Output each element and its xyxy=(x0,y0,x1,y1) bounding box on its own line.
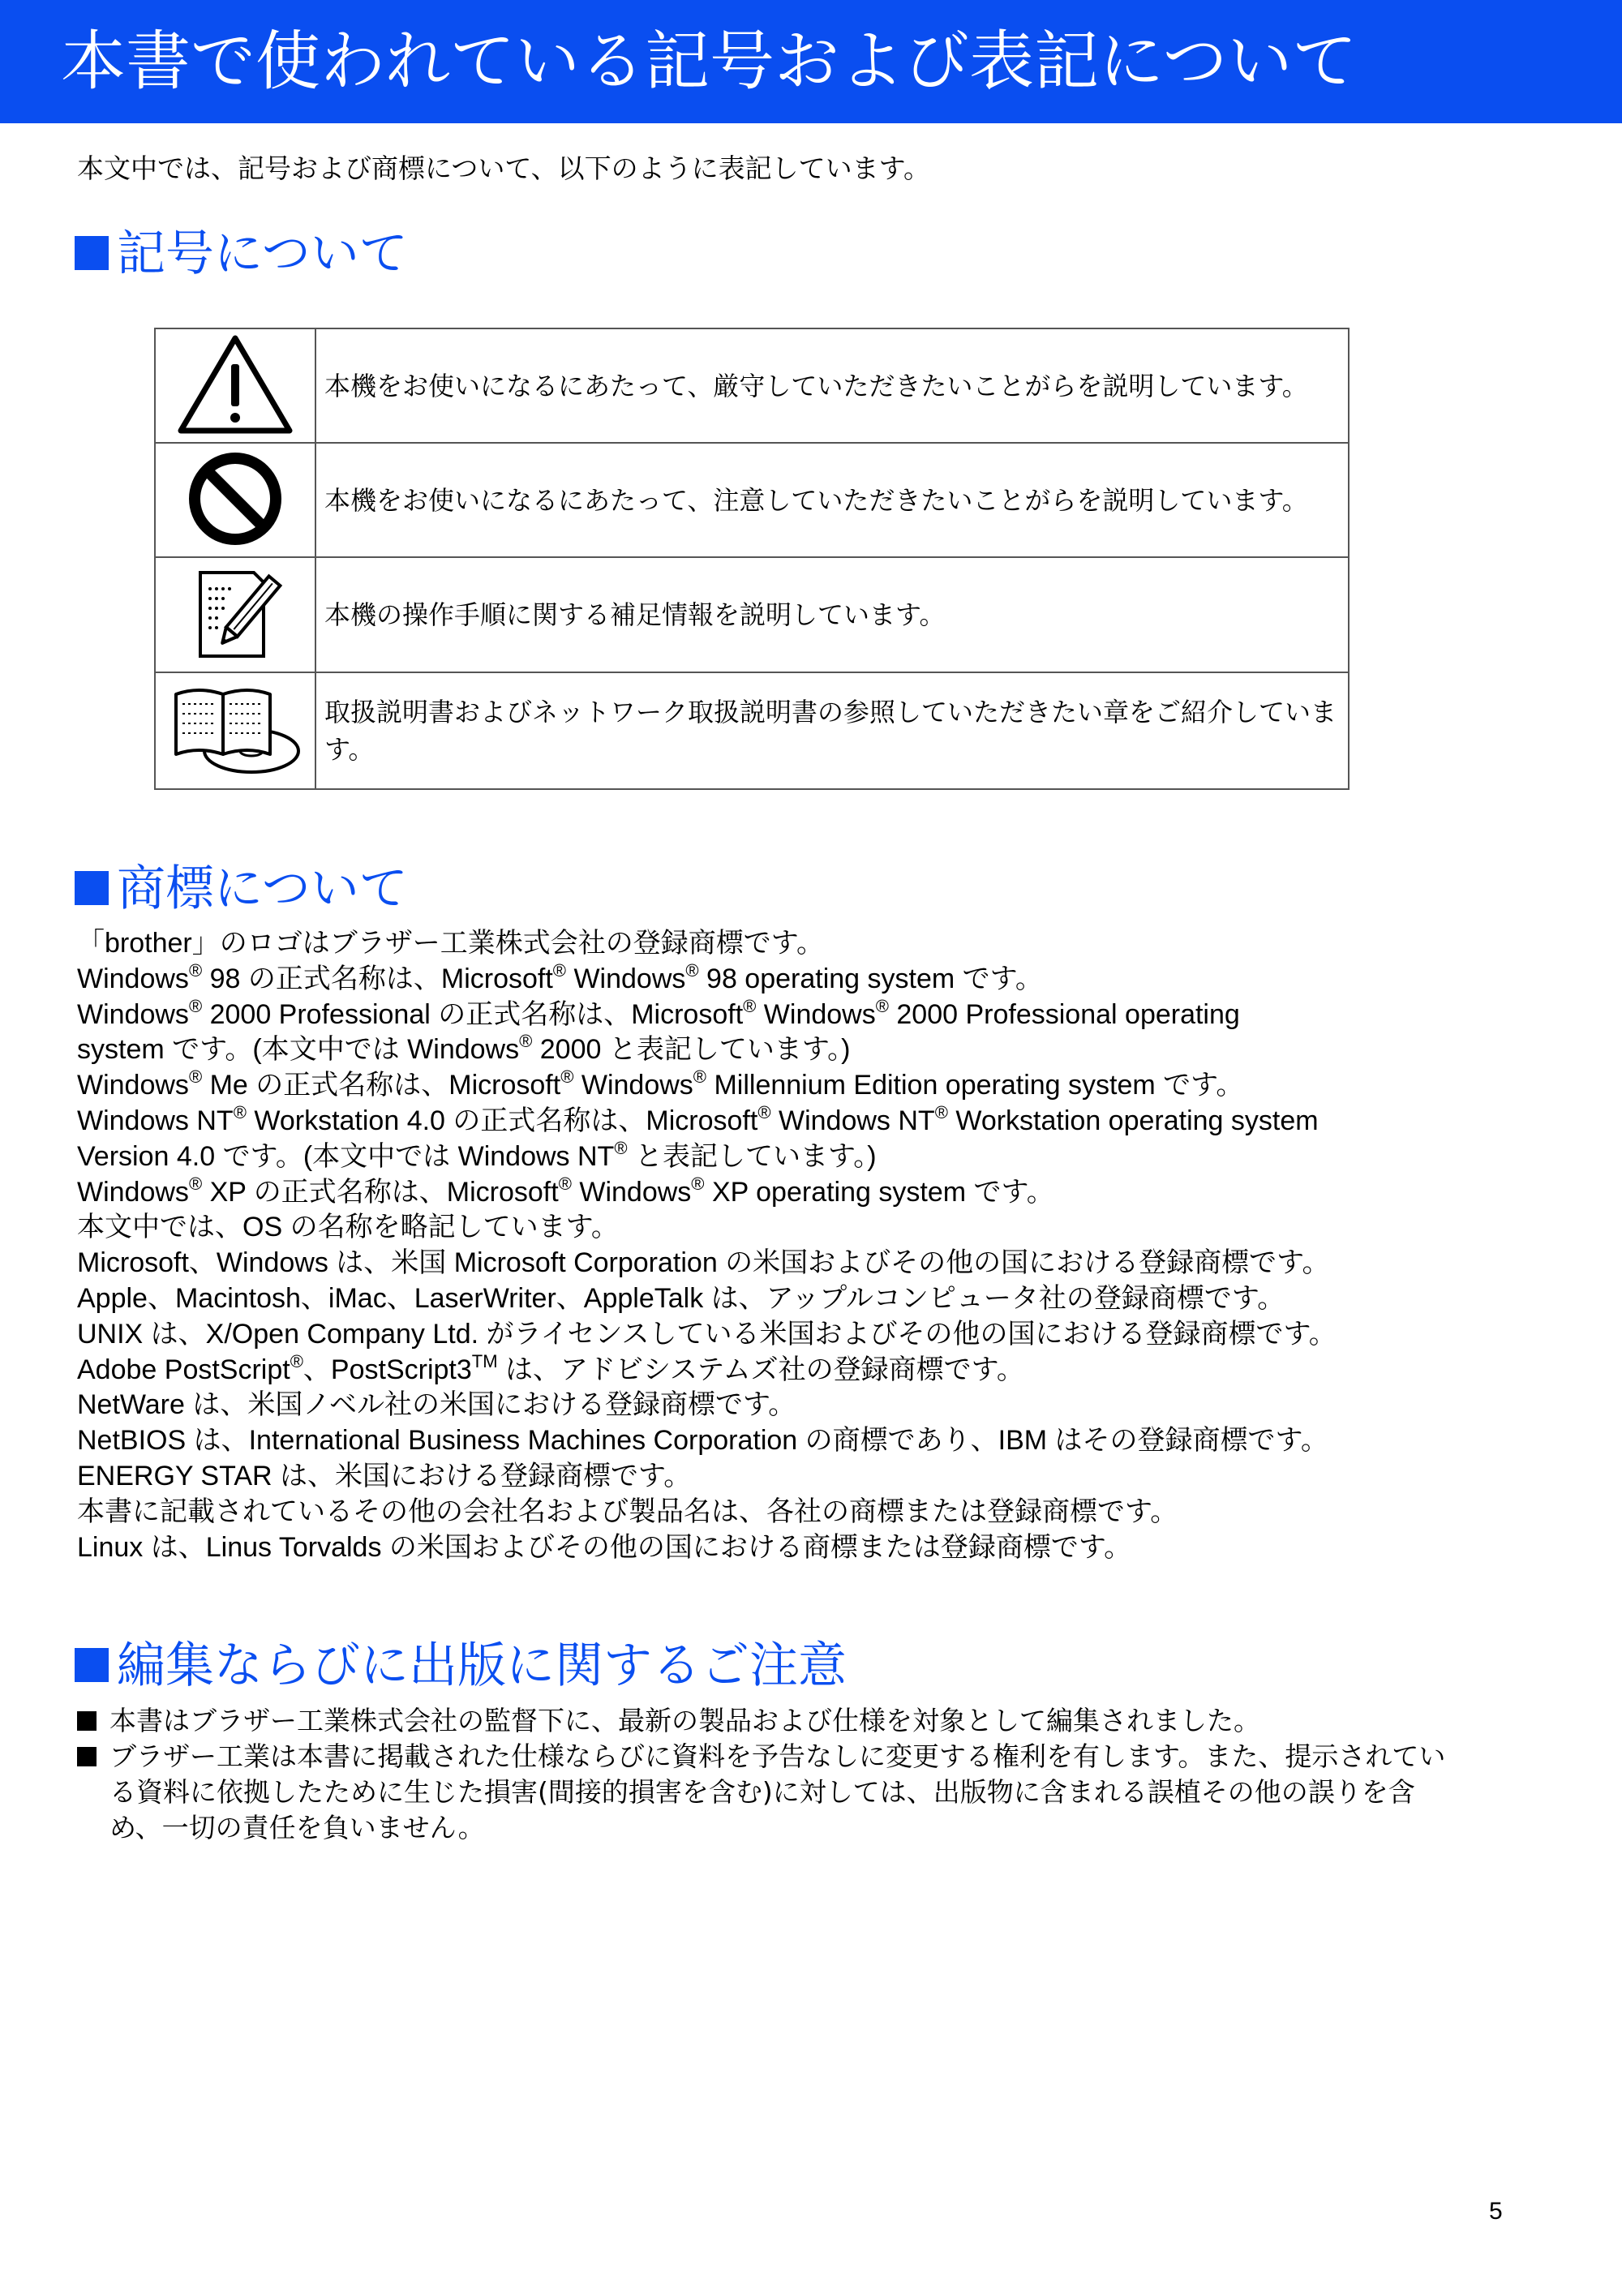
registered-mark: ® xyxy=(691,1173,705,1194)
registered-mark: ® xyxy=(560,1066,574,1088)
warning-triangle-icon xyxy=(174,332,296,437)
trademarks-heading-text: 商標について xyxy=(117,860,408,917)
square-bullet-icon xyxy=(75,1648,109,1682)
trademark-line: UNIX は、X/Open Company Ltd. がライセンスしている米国およびその他の国における登録商標です。 xyxy=(77,1318,1337,1350)
trademark-line: Adobe PostScript®、PostScript3™ は、アドビシステムズ社の登録商標です。 xyxy=(77,1350,1024,1385)
square-bullet-icon xyxy=(77,1711,97,1731)
trademark-line: Windows NT® Workstation 4.0 の正式名称は、Microsoft® Windows NT® Workstation operating system xyxy=(77,1101,1319,1136)
square-bullet-icon xyxy=(75,236,109,270)
trademark-line: Linux は、Linus Torvalds の米国およびその他の国における商標または登録商標です。 xyxy=(77,1531,1132,1563)
symbol-description: 本機の操作手順に関する補足情報を説明しています。 xyxy=(315,557,1349,672)
registered-mark: ® xyxy=(188,1066,203,1088)
trademark-line: system です。(本文中では Windows® 2000 と表記しています。) xyxy=(77,1031,851,1066)
manual-cd-icon xyxy=(166,676,304,782)
square-bullet-icon xyxy=(77,1747,97,1766)
symbol-row xyxy=(155,443,1349,557)
registered-mark: ® xyxy=(188,1173,203,1194)
note-pencil-icon xyxy=(182,560,288,666)
symbol-description: 取扱説明書およびネットワーク取扱説明書の参照していただきたい章をご紹介しています。 xyxy=(315,672,1349,789)
trademark-line: Windows® XP の正式名称は、Microsoft® Windows® XP operating system です。 xyxy=(77,1173,1054,1208)
trademark-line: Version 4.0 です。(本文中では Windows NT® と表記しています。) xyxy=(77,1137,877,1172)
registered-mark: ® xyxy=(552,959,566,981)
registered-mark: ® xyxy=(614,1137,628,1158)
registered-mark: ® xyxy=(875,995,889,1016)
square-bullet-icon xyxy=(75,871,109,905)
trademark-line: Windows® Me の正式名称は、Microsoft® Windows® Millennium Edition operating system です。 xyxy=(77,1066,1244,1101)
trademark-mark: TM xyxy=(471,1350,498,1371)
registered-mark: ® xyxy=(558,1173,572,1194)
symbol-row xyxy=(155,672,1349,789)
trademark-line: Windows® 98 の正式名称は、Microsoft® Windows® 98 operating system です。 xyxy=(77,959,1043,994)
trademark-line: ENERGY STAR は、米国における登録商標です。 xyxy=(77,1460,692,1491)
registered-mark: ® xyxy=(188,959,203,981)
registered-mark: ® xyxy=(519,1031,533,1052)
trademark-line: 本書に記載されているその他の会社名および製品名は、各社の商標または登録商標です。 xyxy=(77,1496,1178,1527)
notice-item: 本書はブラザー工業株式会社の監督下に、最新の製品および仕様を対象として編集されました。 xyxy=(77,1703,1456,1739)
symbol-row xyxy=(155,328,1349,443)
prohibition-icon xyxy=(182,446,288,551)
registered-mark: ® xyxy=(757,1101,771,1122)
trademark-line: 「brother」のロゴはブラザー工業株式会社の登録商標です。 xyxy=(77,928,825,959)
page-number: 5 xyxy=(1489,2198,1503,2225)
title-banner xyxy=(0,0,1622,123)
notice-list xyxy=(77,1703,1456,1846)
trademark-list xyxy=(77,926,1537,1565)
page-title: 本書で使われている記号および表記について xyxy=(61,24,1358,99)
registered-mark: ® xyxy=(290,1350,303,1371)
notice-item: ブラザー工業は本書に掲載された仕様ならびに資料を予告なしに変更する権利を有します。また、提示されている資料に依拠したために生じた損害(間接的損害を含む)に対しては、出版物に含まれる誤植その他の誤りを含め、一切の責任を負いません。 xyxy=(77,1739,1456,1846)
symbol-row xyxy=(155,557,1349,672)
trademarks-heading xyxy=(75,858,408,920)
symbol-description: 本機をお使いになるにあたって、注意していただきたいことがらを説明しています。 xyxy=(315,443,1349,557)
notice-heading-text: 編集ならびに出版に関するご注意 xyxy=(117,1637,847,1694)
symbol-icon-cell xyxy=(155,672,315,789)
trademark-line: Windows® 2000 Professional の正式名称は、Microsoft® Windows® 2000 Professional operating xyxy=(77,995,1240,1030)
trademark-line: NetWare は、米国ノベル社の米国における登録商標です。 xyxy=(77,1389,796,1421)
registered-mark: ® xyxy=(693,1066,707,1088)
symbol-icon-cell xyxy=(155,328,315,443)
symbols-table xyxy=(154,328,1350,790)
intro-text: 本文中では、記号および商標について、以下のように表記しています。 xyxy=(77,152,931,184)
symbol-icon-cell xyxy=(155,443,315,557)
registered-mark: ® xyxy=(188,995,203,1016)
registered-mark: ® xyxy=(233,1101,247,1122)
registered-mark: ® xyxy=(685,959,699,981)
symbol-description: 本機をお使いになるにあたって、厳守していただきたいことがらを説明しています。 xyxy=(315,328,1349,443)
registered-mark: ® xyxy=(934,1101,948,1122)
trademark-line: NetBIOS は、International Business Machines Corporation の商標であり、IBM はその登録商標です。 xyxy=(77,1425,1328,1457)
trademark-line: Apple、Macintosh、iMac、LaserWriter、AppleTalk は、アップルコンピュータ社の登録商標です。 xyxy=(77,1282,1285,1314)
symbols-heading xyxy=(75,223,408,285)
symbol-icon-cell xyxy=(155,557,315,672)
trademark-line: Microsoft、Windows は、米国 Microsoft Corporation の米国およびその他の国における登録商標です。 xyxy=(77,1247,1330,1279)
notice-heading xyxy=(75,1635,847,1697)
symbols-heading-text: 記号について xyxy=(117,225,408,282)
trademark-line: 本文中では、OS の名称を略記しています。 xyxy=(77,1212,619,1243)
registered-mark: ® xyxy=(743,995,757,1016)
